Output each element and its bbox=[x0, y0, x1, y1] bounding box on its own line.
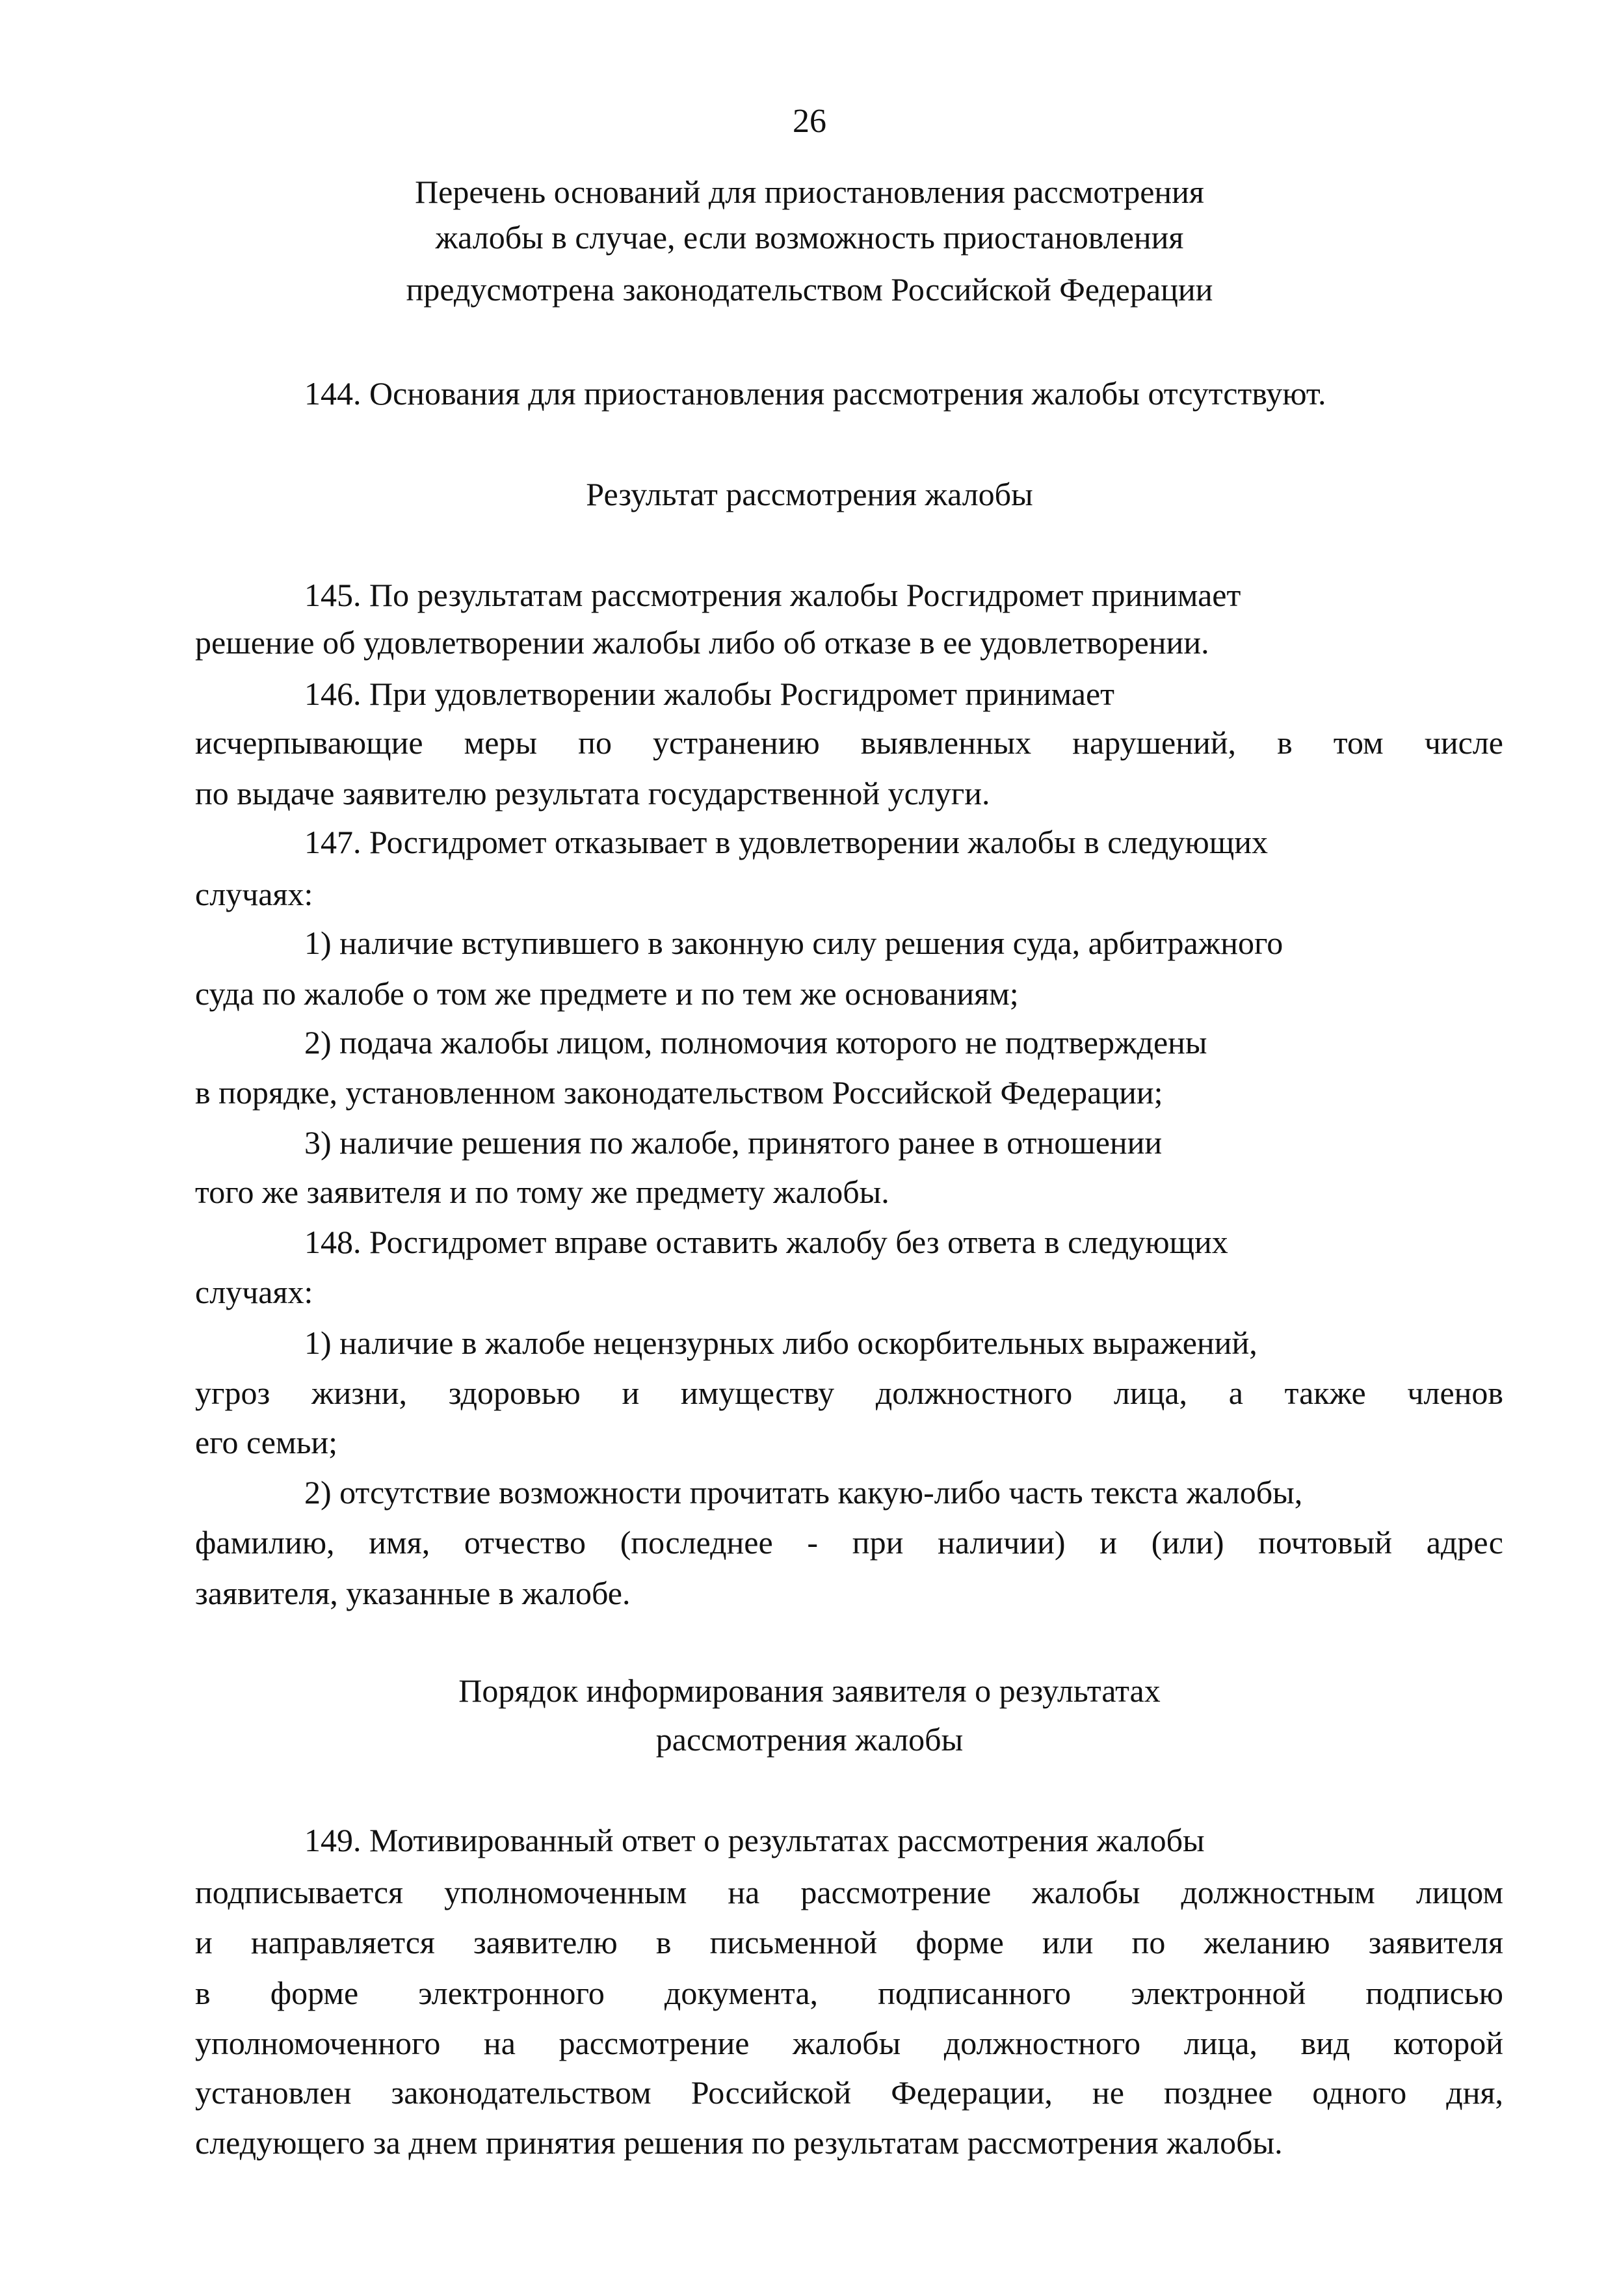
item-148-2-line-3: заявителя, указанные в жалобе. bbox=[195, 1575, 631, 1611]
paragraph-149-line-3: и направляется заявителю в письменной форме или по желанию заявителя bbox=[195, 1924, 1503, 1960]
paragraph-146-line-1: 146. При удовлетворении жалобы Росгидромет принимает bbox=[304, 676, 1114, 712]
paragraph-146-line-3: по выдаче заявителю результата государственной услуги. bbox=[195, 775, 990, 812]
section-heading-suspension-line-3: предусмотрена законодательством Российской Федерации bbox=[406, 271, 1213, 308]
item-147-2-line-2: в порядке, установленном законодательством Российской Федерации; bbox=[195, 1074, 1163, 1111]
page-number: 26 bbox=[793, 103, 826, 140]
paragraph-145-line-2: решение об удовлетворении жалобы либо об отказе в ее удовлетворении. bbox=[195, 624, 1209, 661]
paragraph-148-line-1: 148. Росгидромет вправе оставить жалобу без ответа в следующих bbox=[304, 1224, 1228, 1260]
paragraph-149-line-7: следующего за днем принятия решения по результатам рассмотрения жалобы. bbox=[195, 2124, 1283, 2161]
section-heading-informing-line-1: Порядок информирования заявителя о результатах bbox=[458, 1672, 1161, 1709]
item-148-2-line-2: фамилию, имя, отчество (последнее - при наличии) и (или) почтовый адрес bbox=[195, 1524, 1503, 1561]
item-147-2-line-1: 2) подача жалобы лицом, полномочия которого не подтверждены bbox=[304, 1024, 1207, 1061]
paragraph-149-line-2: подписывается уполномоченным на рассмотрение жалобы должностным лицом bbox=[195, 1874, 1503, 1910]
item-147-3-line-2: того же заявителя и по тому же предмету жалобы. bbox=[195, 1174, 889, 1210]
paragraph-149-line-6: установлен законодательством Российской Федерации, не позднее одного дня, bbox=[195, 2074, 1503, 2111]
paragraph-147-line-2: случаях: bbox=[195, 876, 313, 912]
paragraph-148-line-2: случаях: bbox=[195, 1274, 313, 1310]
item-148-1-line-3: его семьи; bbox=[195, 1424, 338, 1460]
section-heading-suspension-line-1: Перечень оснований для приостановления рассмотрения bbox=[415, 174, 1204, 210]
paragraph-144: 144. Основания для приостановления рассмотрения жалобы отсутствуют. bbox=[304, 375, 1326, 412]
section-heading-suspension-line-2: жалобы в случае, если возможность приостановления bbox=[435, 219, 1184, 256]
item-147-1-line-2: суда по жалобе о том же предмете и по тем же основаниям; bbox=[195, 975, 1019, 1012]
item-148-2-line-1: 2) отсутствие возможности прочитать какую-либо часть текста жалобы, bbox=[304, 1474, 1303, 1511]
item-148-1-line-2: угроз жизни, здоровью и имуществу должностного лица, а также членов bbox=[195, 1375, 1503, 1411]
item-147-3-line-1: 3) наличие решения по жалобе, принятого ранее в отношении bbox=[304, 1124, 1163, 1161]
paragraph-147-line-1: 147. Росгидромет отказывает в удовлетворении жалобы в следующих bbox=[304, 824, 1268, 860]
item-147-1-line-1: 1) наличие вступившего в законную силу решения суда, арбитражного bbox=[304, 925, 1283, 961]
paragraph-149-line-5: уполномоченного на рассмотрение жалобы должностного лица, вид которой bbox=[195, 2025, 1503, 2061]
paragraph-146-line-2: исчерпывающие меры по устранению выявленных нарушений, в том числе bbox=[195, 724, 1503, 761]
paragraph-145-line-1: 145. По результатам рассмотрения жалобы Росгидромет принимает bbox=[304, 577, 1241, 613]
paragraph-149-line-4: в форме электронного документа, подписанного электронной подписью bbox=[195, 1975, 1503, 2011]
paragraph-149-line-1: 149. Мотивированный ответ о результатах рассмотрения жалобы bbox=[304, 1822, 1205, 1858]
item-148-1-line-1: 1) наличие в жалобе нецензурных либо оскорбительных выражений, bbox=[304, 1325, 1257, 1361]
section-heading-result: Результат рассмотрения жалобы bbox=[586, 476, 1033, 512]
section-heading-informing-line-2: рассмотрения жалобы bbox=[655, 1721, 964, 1758]
